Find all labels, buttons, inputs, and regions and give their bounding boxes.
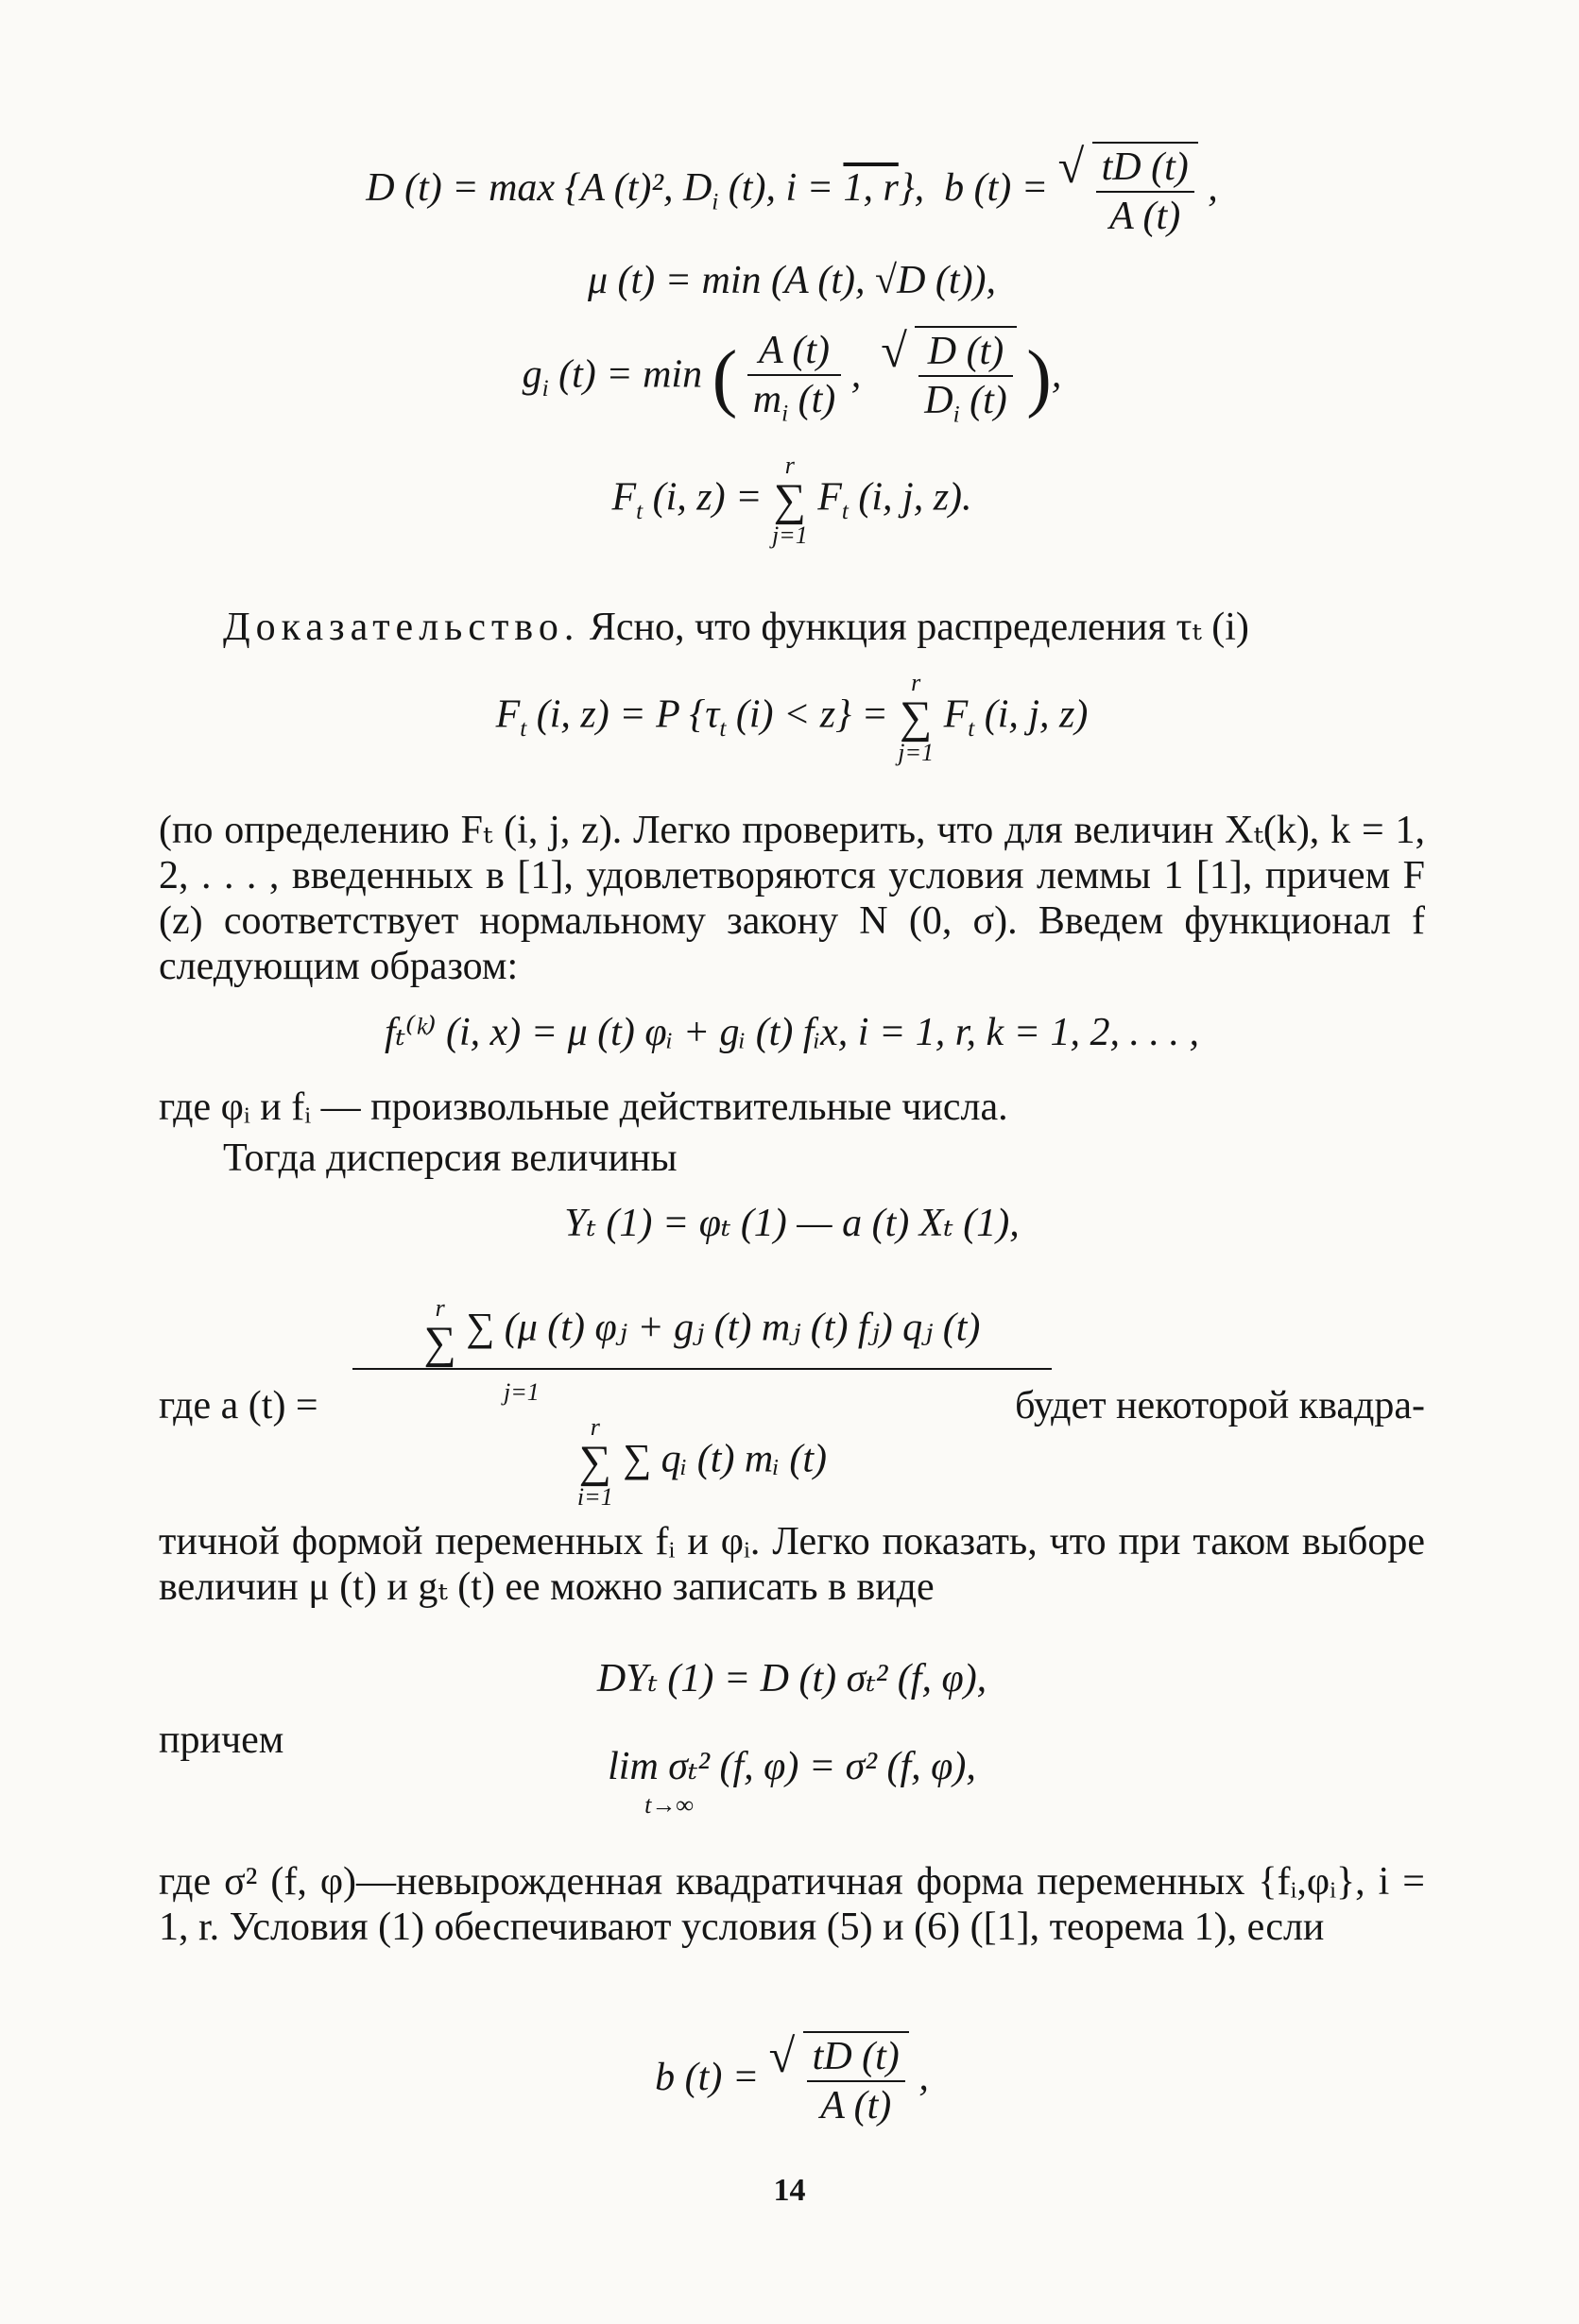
equation-g: $g_i$ (t) = min ( $\frac{A (t)}{m_i (t)}$ , √ $\frac{D (t)}{D_i (t)}$ ), [159, 326, 1425, 430]
equation-DY: DYₜ (1) = D (t) σₜ² (f, φ), [596, 1657, 987, 1700]
equation-b-final: b (t) = √ $\frac{tD (t)}{A (t)}$ , [159, 2031, 1425, 2130]
paragraph-arbitrary: где φᵢ и fᵢ — произвольные действительные числа. [159, 1085, 1008, 1129]
book-page: D (t) = max {A (t)², $D_i$ (t), i = 1, r}, b (t) = √ $\frac{tD (t)}{A (t)}$ , μ (t) = min (A (t), √D (t)), $g_i$ (t) = min ( $\frac{A (t)}{m_i (t)}$ , √ $\frac{D (t)}{D_i (t)}$ ), $F_t$ (i, z) = r ∑ j=1 $F_t$ (i, j, z). Доказательство. Ясно, что функция распределения τₜ (i) $F_t$ (i, z) = P {$\tau_t$ (i) < z} = r ∑ j=1 $F_t$ (i, j, z) (по определению Fₜ (i, j, z). Легко проверить, что для величин Xₜ(k), k = 1, 2, . . . , введенных в [1], удовлетворяются условия леммы 1 [1], причем F (z) соответствует нормальному закону N (0, σ). Введем функционал f следующим образом: fₜ⁽ᵏ⁾ (i, x) = μ (t) φᵢ + gᵢ (t) fᵢx, i = 1, r, k = 1, 2, . . . , где φᵢ и fᵢ — произвольные действительные числа. Тогда дисперсия величины Yₜ (1) = φₜ (1) — a (t) Xₜ (1), где a (t) = r ∑ ∑ (μ (t) φⱼ + gⱼ (t) mⱼ (t) fⱼ) qⱼ (t) j=1 r ∑ i=1 ∑ qᵢ (t) mᵢ (t) будет некоторой квадра- тичной формой переменных fᵢ и φᵢ. Легко показать, что при таком выборе величин μ (t) и gₜ (t) ее можно записать в виде DYₜ (1) = D (t) σₜ² (f, φ), причем lim σₜ² (f, φ) = σ² (f, φ), t→∞ где σ² (f, φ)—невырожденная квадратичная форма переменных {fᵢ,φᵢ}, i = 1, r. Условия (1) обеспечивают условия (5) и (6) ([1], теорема 1), если b (t) = √ $\frac{tD (t)}{A (t)}$ , 14 [0, 0, 1579, 2324]
equation-d-b: D (t) = max {A (t)², $D_i$ (t), i = 1, r}, b (t) = √ $\frac{tD (t)}{A (t)}$ , [159, 142, 1425, 241]
paragraph-sigma: где σ² (f, φ)—невырожденная квадратичная форма переменных {fᵢ,φᵢ}, i = 1, r. Условия (1) обеспечивают условия (5) и (6) ([1], теорема 1), если [159, 1860, 1425, 1949]
page-number: 14 [773, 2173, 806, 2208]
paragraph-quadratic: тичной формой переменных fᵢ и φᵢ. Легко показать, что при таком выборе величин μ (t) и gₜ (t) ее можно записать в виде [159, 1520, 1425, 1609]
equation-Y: Yₜ (1) = φₜ (1) — a (t) Xₜ (1), [564, 1202, 1020, 1245]
equation-F-sum: $F_t$ (i, z) = r ∑ j=1 $F_t$ (i, j, z). [611, 452, 972, 549]
paragraph-variance: Тогда дисперсия величины [223, 1136, 678, 1180]
equation-distribution: $F_t$ (i, z) = P {$\tau_t$ (i) < z} = r ∑ j=1 $F_t$ (i, j, z) [495, 669, 1089, 766]
proof-line: Доказательство. Ясно, что функция распределения τₜ (i) [223, 606, 1249, 649]
moreover-word: причем [159, 1718, 284, 1762]
paragraph-lemma: (по определению Fₜ (i, j, z). Легко проверить, что для величин Xₜ(k), k = 1, 2, . . . , введенных в [1], удовлетворяются условия леммы 1 [1], причем F (z) соответствует нормальному закону N (0, σ). Введем функционал f следующим образом: [159, 809, 1425, 988]
equation-limit: lim σₜ² (f, φ) = σ² (f, φ), t→∞ [608, 1745, 976, 1820]
equation-functional: fₜ⁽ᵏ⁾ (i, x) = μ (t) φᵢ + gᵢ (t) fᵢx, i = 1, r, k = 1, 2, . . . , [385, 1011, 1199, 1054]
equation-mu: μ (t) = min (A (t), √D (t)), [587, 259, 997, 302]
